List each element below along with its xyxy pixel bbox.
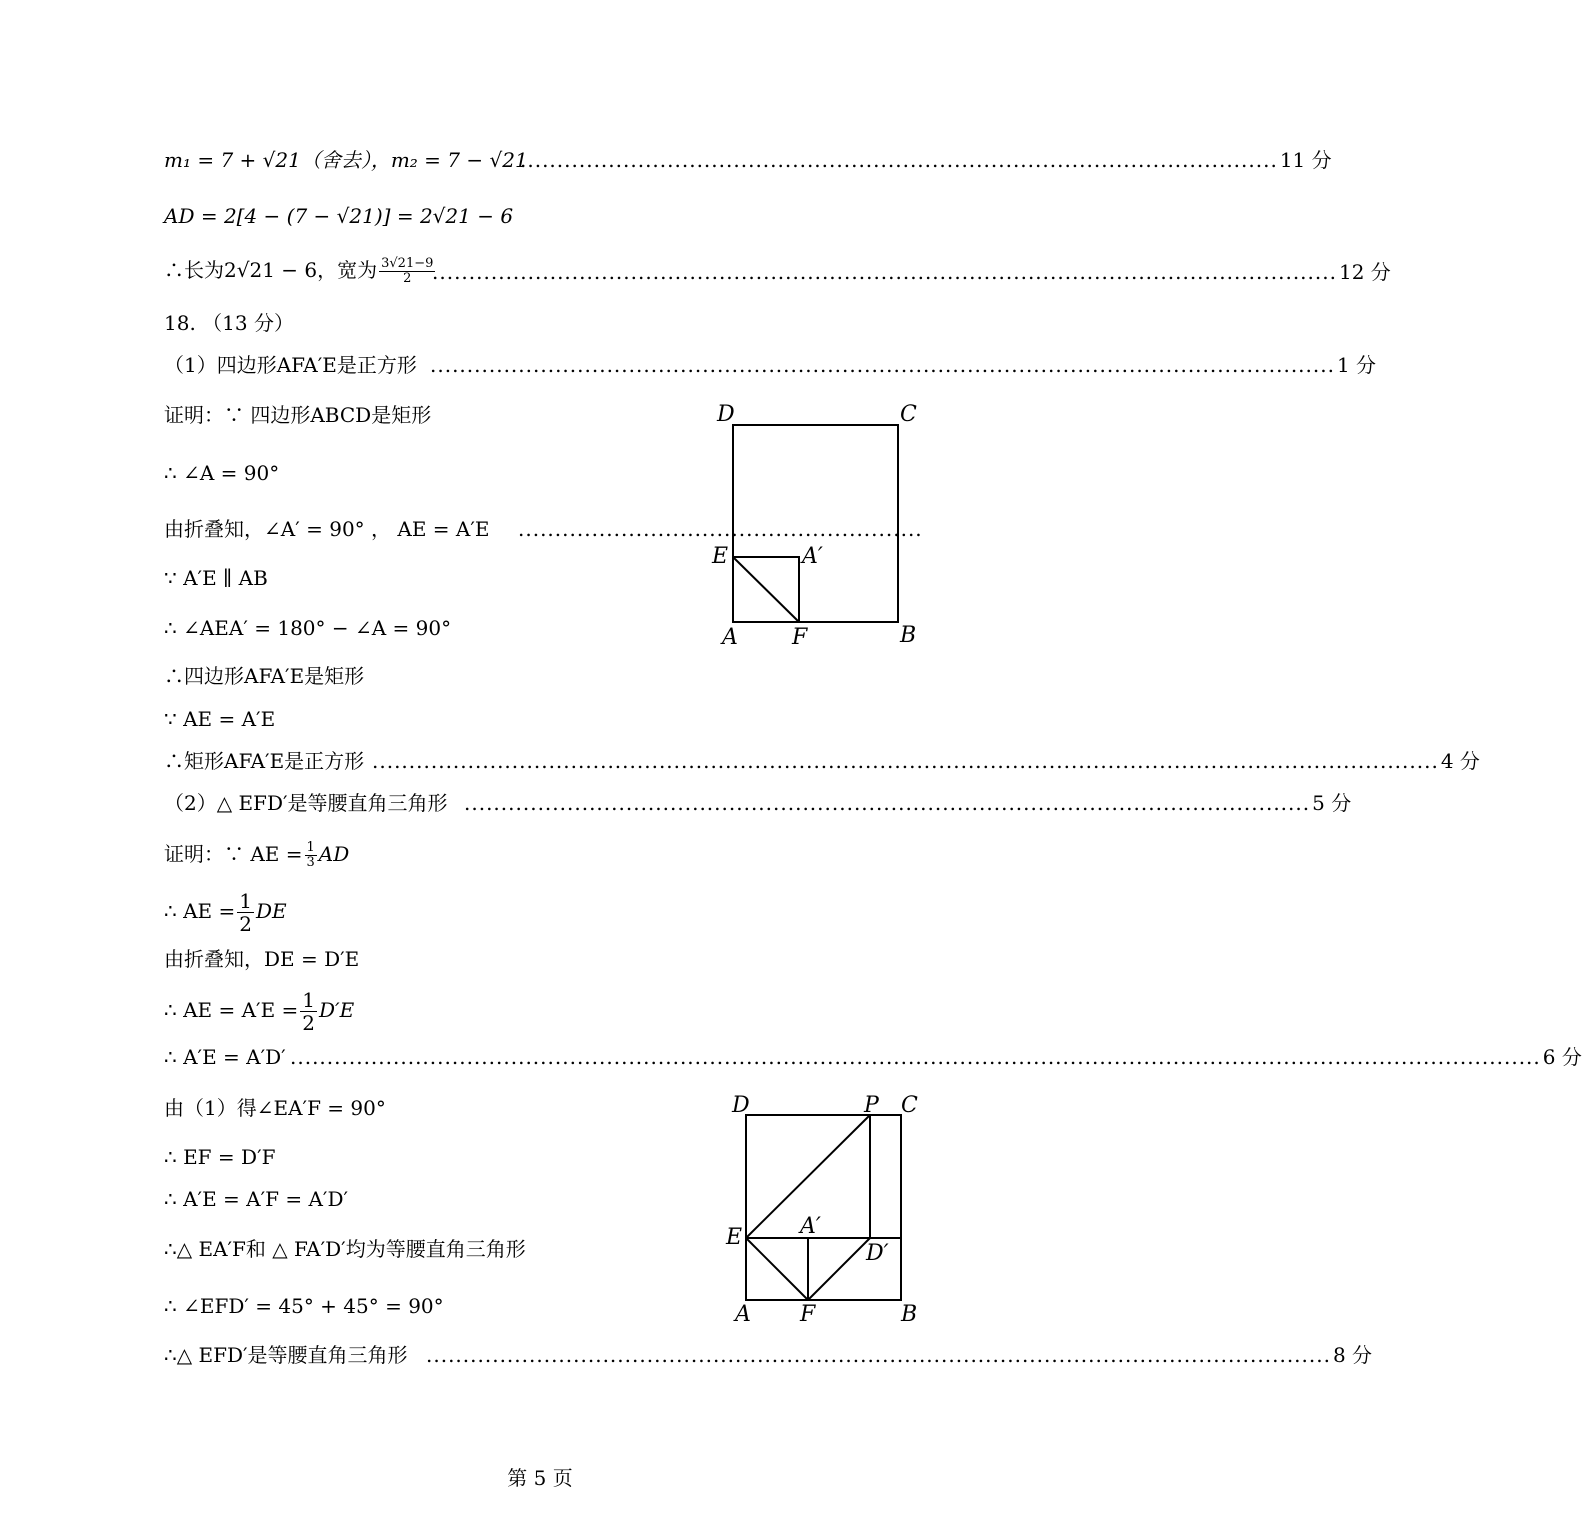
label-c: C	[900, 402, 917, 427]
label-a: A	[735, 1302, 751, 1327]
score-leader-11: ....................................................................................................... 11 分	[520, 148, 1332, 172]
text-line-m-values	[164, 146, 528, 174]
proof-line: ∴ ∠A = 90°	[164, 461, 280, 485]
score-leader-partial: .......................................................	[518, 517, 923, 541]
label-a-prime: A′	[800, 1214, 821, 1239]
text-line-ad	[164, 202, 513, 230]
score-leader-6: .......................................................................................................................................................................... 6 分	[290, 1045, 1582, 1069]
label-e: E	[712, 544, 729, 569]
proof-line: 由折叠知，DE = D′E	[164, 947, 360, 971]
score-label: 5 分	[1312, 791, 1352, 815]
proof-line: ∴矩形AFA′E是正方形	[164, 749, 365, 773]
label-d: D	[732, 1093, 750, 1118]
width-fraction: $\frac{3√21-9}{2}$	[381, 256, 434, 286]
score-leader-5: ................................................................................................................... 5 分	[464, 791, 1352, 815]
rectangle-abcd	[733, 425, 898, 622]
proof-line: ∴△ EA′F和 △ FA′D′均为等腰直角三角形	[164, 1237, 526, 1261]
score-leader-1: ........................................................................................................................... 1 分	[430, 353, 1377, 377]
ad-equation: AD = 2[4 − (7 − √21)] = 2√21 − 6	[164, 204, 514, 228]
text-line-length-width	[164, 256, 437, 286]
label-f: F	[800, 1302, 816, 1327]
fraction-one-half: $\frac{1}{2}$	[302, 988, 316, 1035]
proof-line: 证明：∵ 四边形ABCD是矩形	[164, 403, 432, 427]
proof-line: 由（1）得∠EA′F = 90°	[164, 1096, 386, 1120]
fraction-one-half: $\frac{1}{2}$	[239, 889, 252, 936]
label-f: F	[792, 625, 808, 650]
score-label: 11 分	[1279, 148, 1332, 172]
label-a: A	[722, 625, 738, 650]
proof-line: ∴ A′E = A′F = A′D′	[164, 1187, 349, 1211]
score-leader-4: ................................................................................................................................................. 4 分	[372, 749, 1480, 773]
label-a-prime: A′	[802, 544, 823, 569]
proof-line: ∴△ EFD′是等腰直角三角形	[164, 1343, 408, 1367]
score-label: 1 分	[1336, 353, 1377, 377]
proof-line: ∴四边形AFA′E是矩形	[164, 664, 365, 688]
proof-line: ∴ AE = $\frac{1}{2}$ DE	[164, 889, 287, 936]
part1-claim: （1）四边形AFA′E是正方形	[164, 353, 417, 377]
line-fd1	[808, 1238, 870, 1300]
fraction-one-third: $\frac{1}{3}$	[306, 840, 315, 870]
score-leader-8: ........................................................................................................................... 8 分	[426, 1343, 1373, 1367]
proof-line: ∴ ∠EFD′ = 45° + 45° = 90°	[164, 1294, 444, 1318]
label-d: D	[717, 402, 735, 427]
label-b: B	[901, 1302, 918, 1327]
question-header: 18. （13 分）	[164, 311, 294, 335]
score-leader-12: ........................................................................................................................... 12 分	[432, 260, 1391, 284]
m-values-text: m₁ = 7 + √21（舍去），m₂ = 7 − √21	[164, 148, 528, 172]
proof-line: 证明：∵ AE = $\frac{1}{3}$ AD	[164, 840, 350, 870]
proof-line: 由折叠知，∠A′ = 90° ， AE = A′E	[164, 517, 490, 541]
proof-line: ∴ ∠AEA′ = 180° − ∠A = 90°	[164, 616, 452, 640]
rectangle-abcd	[746, 1115, 901, 1300]
label-p: P	[864, 1093, 879, 1118]
label-c: C	[901, 1093, 918, 1118]
proof-line: ∵ AE = A′E	[164, 707, 276, 731]
score-label: 6 分	[1542, 1045, 1582, 1069]
label-e: E	[726, 1225, 743, 1250]
score-label: 8 分	[1332, 1343, 1373, 1367]
proof-line: ∴ A′E = A′D′	[164, 1045, 286, 1069]
line-ef	[746, 1238, 808, 1300]
label-b: B	[900, 623, 917, 648]
figure-2-diagram	[720, 1090, 930, 1330]
length-width-text: ∴长为2√21 − 6，宽为	[164, 258, 378, 282]
label-d-prime: D′	[866, 1241, 889, 1266]
page-number-footer: 第 5 页	[507, 1466, 573, 1490]
score-label: 4 分	[1440, 749, 1480, 773]
proof-line: ∵ A′E ∥ AB	[164, 566, 268, 590]
proof-line: ∴ EF = D′F	[164, 1145, 276, 1169]
score-label: 12 分	[1338, 260, 1391, 284]
fold-line-ef	[733, 557, 799, 622]
figure-1-diagram	[710, 398, 930, 654]
part2-claim: （2）△ EFD′是等腰直角三角形	[164, 791, 448, 815]
proof-line: ∴ AE = A′E = $\frac{1}{2}$ D′E	[164, 988, 355, 1035]
